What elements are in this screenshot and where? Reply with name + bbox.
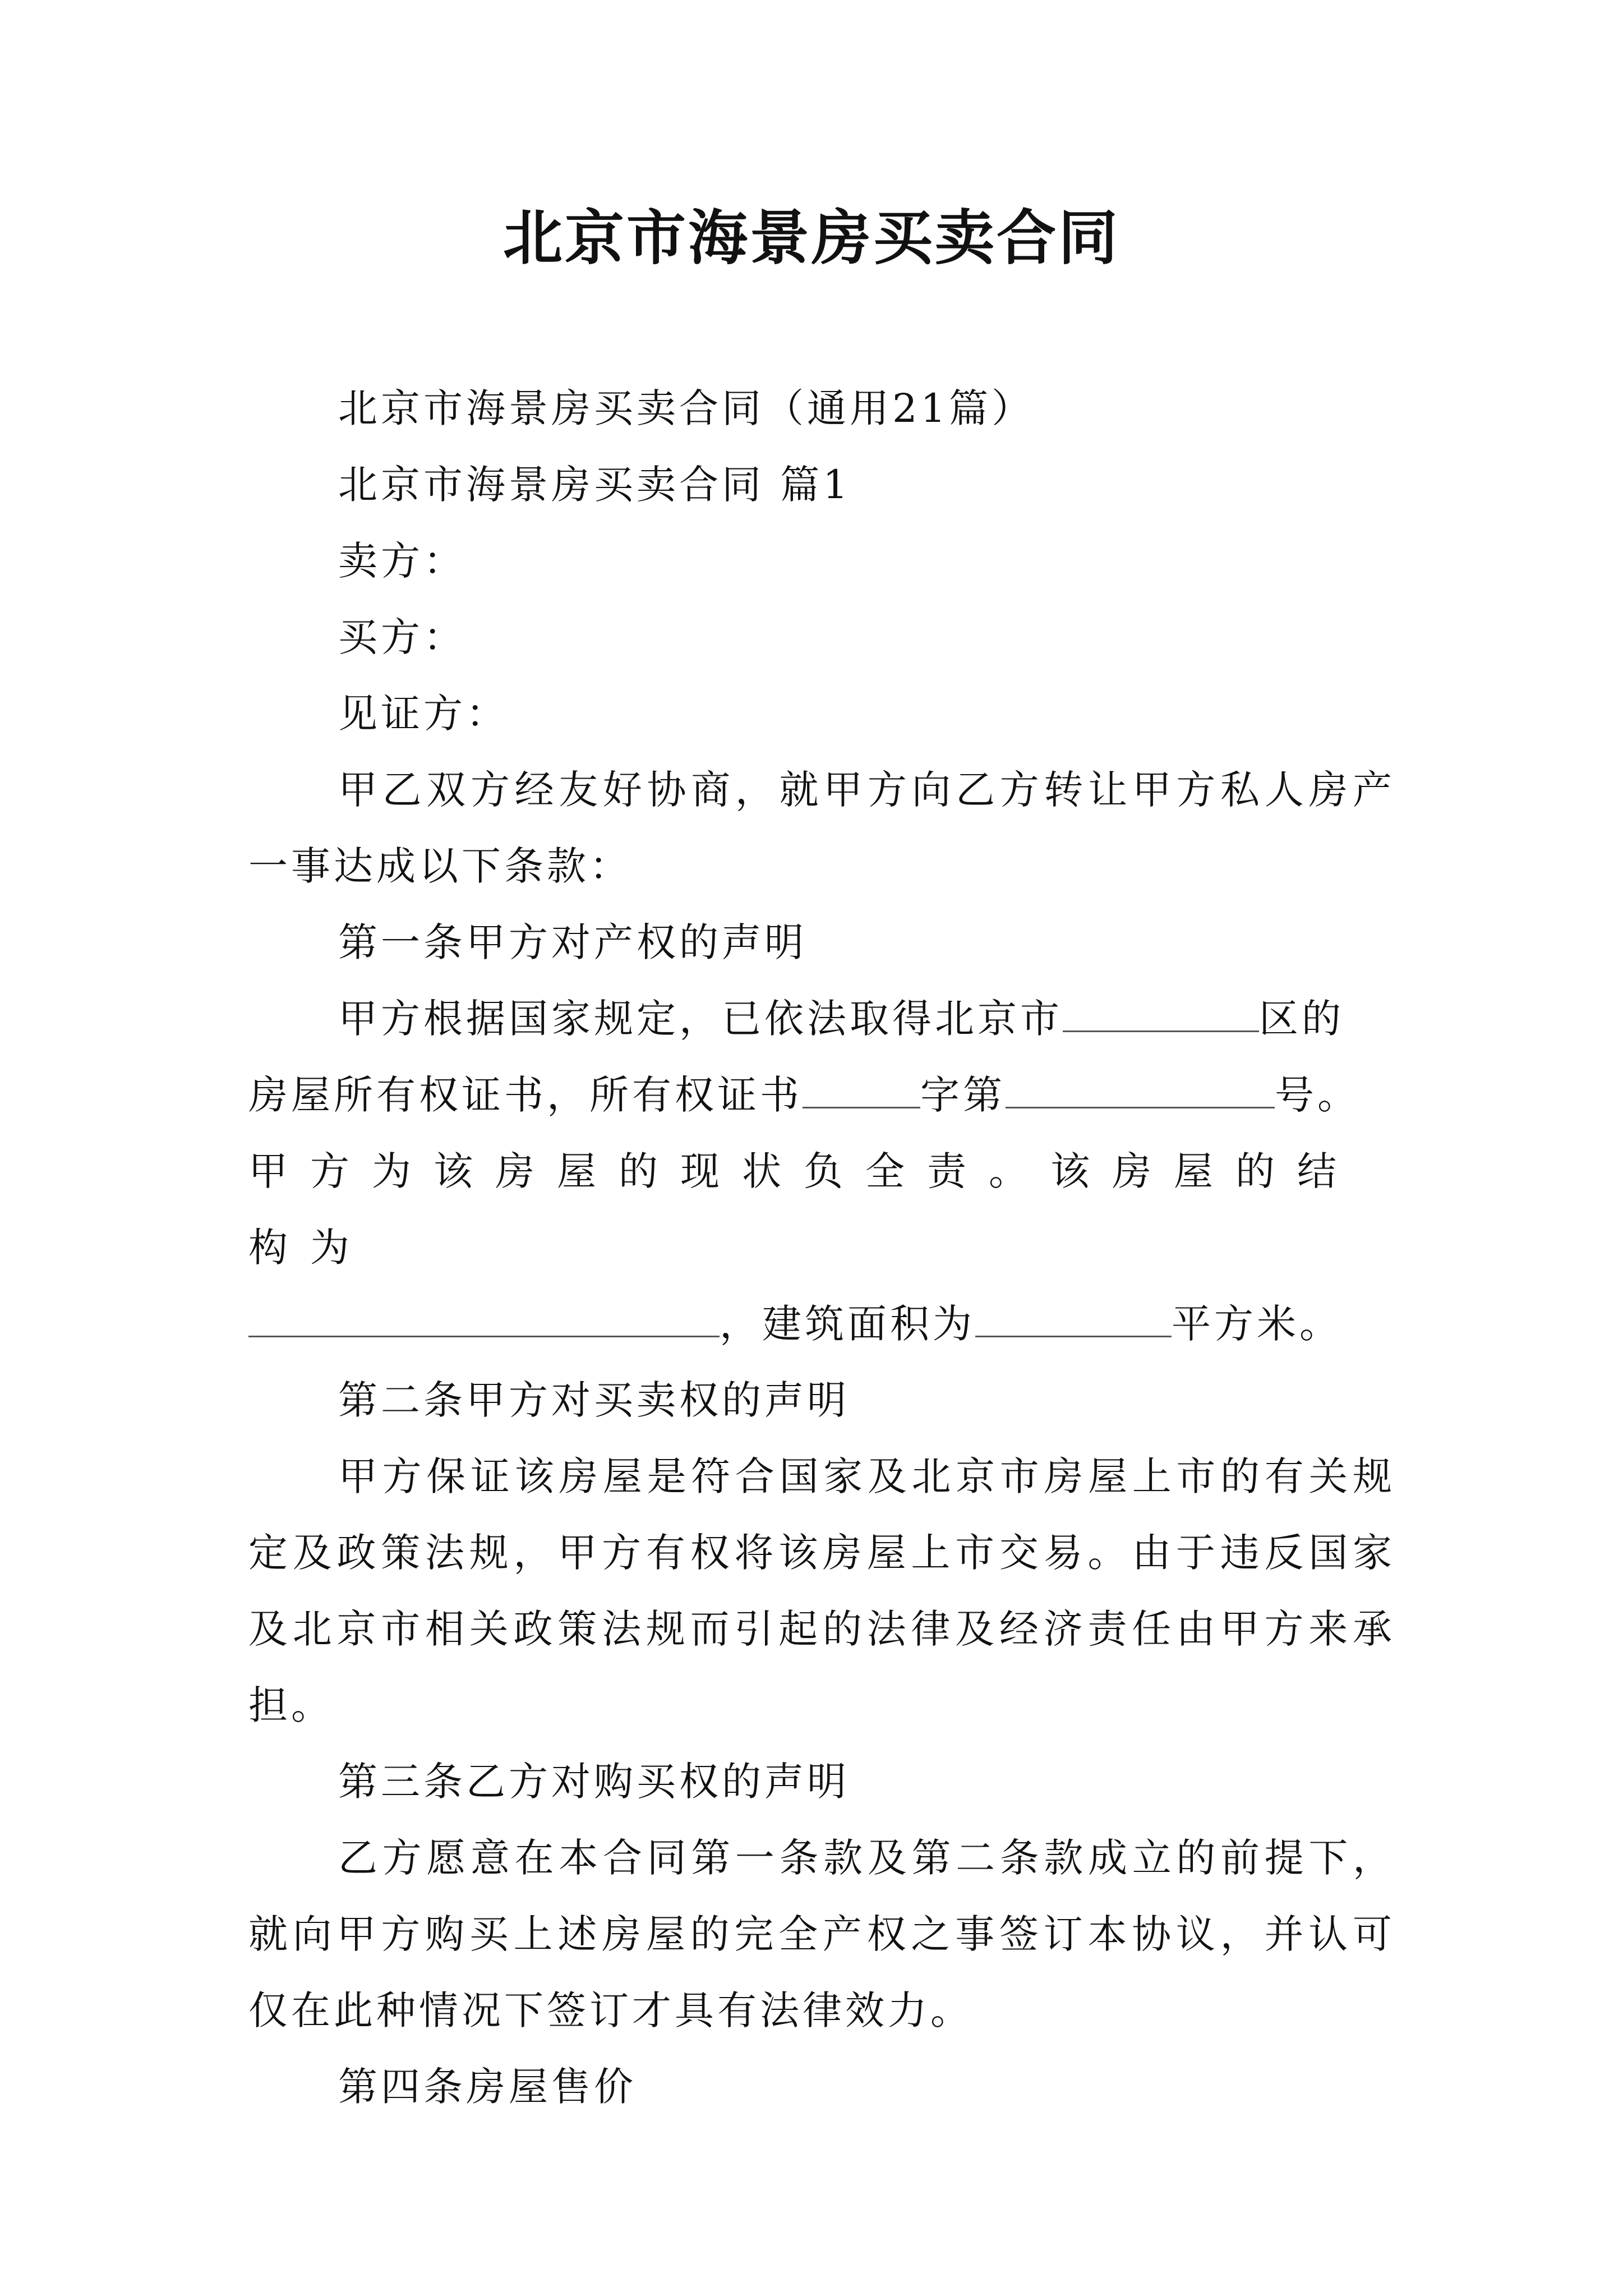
seller-line: 卖方： (338, 538, 466, 584)
area-blank (975, 1299, 1172, 1337)
structure-blank (248, 1299, 720, 1337)
article4-heading: 第四条房屋售价 (338, 2064, 637, 2110)
article1-text-a: 甲方根据国家规定，已依法取得北京市 (338, 996, 1063, 1042)
article1-text-h: 平方米。 (1172, 1301, 1342, 1347)
article1-text-f: 甲方为该房屋的现状负全责。该房屋的结构为 (248, 1148, 1359, 1271)
article2-paragraph: 甲方保证该房屋是符合国家及北京市房屋上市的有关规定及政策法规，甲方有权将该房屋上市交易。由于违反国家及北京市相关政策法规而引起的法律及经济责任由甲方来承担。 (248, 1453, 1395, 1728)
subtitle: 北京市海景房买卖合同（通用21篇） (338, 385, 1035, 431)
article3-heading: 第三条乙方对购买权的声明 (338, 1759, 850, 1805)
document-title: 北京市海景房买卖合同 (503, 204, 1120, 273)
part-heading: 北京市海景房买卖合同 篇1 (338, 462, 851, 508)
article1-text-g: ，建筑面积为 (720, 1301, 975, 1347)
article3-paragraph: 乙方愿意在本合同第一条款及第二条款成立的前提下，就向甲方购买上述房屋的完全产权之事签订本协议，并认可仅在此种情况下签订才具有法律效力。 (248, 1835, 1395, 2033)
buyer-line: 买方： (338, 614, 466, 660)
document-body (248, 370, 1395, 2125)
article1-paragraph (248, 981, 1395, 1362)
intro-paragraph: 甲乙双方经友好协商，就甲方向乙方转让甲方私人房产一事达成以下条款： (248, 767, 1395, 889)
article1-text-c: 房屋所有权证书，所有权证书 (248, 1072, 803, 1118)
district-blank (1063, 993, 1259, 1032)
certificate-word-blank (803, 1070, 920, 1108)
article1-text-b: 区的 (1259, 996, 1344, 1042)
article1-text-d: 字第 (920, 1072, 1006, 1118)
article2-heading: 第二条甲方对买卖权的声明 (338, 1377, 850, 1423)
witness-line: 见证方： (338, 691, 509, 737)
article1-text-e: 号。 (1275, 1072, 1360, 1118)
certificate-number-blank (1006, 1070, 1275, 1108)
article1-heading: 第一条甲方对产权的声明 (338, 919, 807, 965)
